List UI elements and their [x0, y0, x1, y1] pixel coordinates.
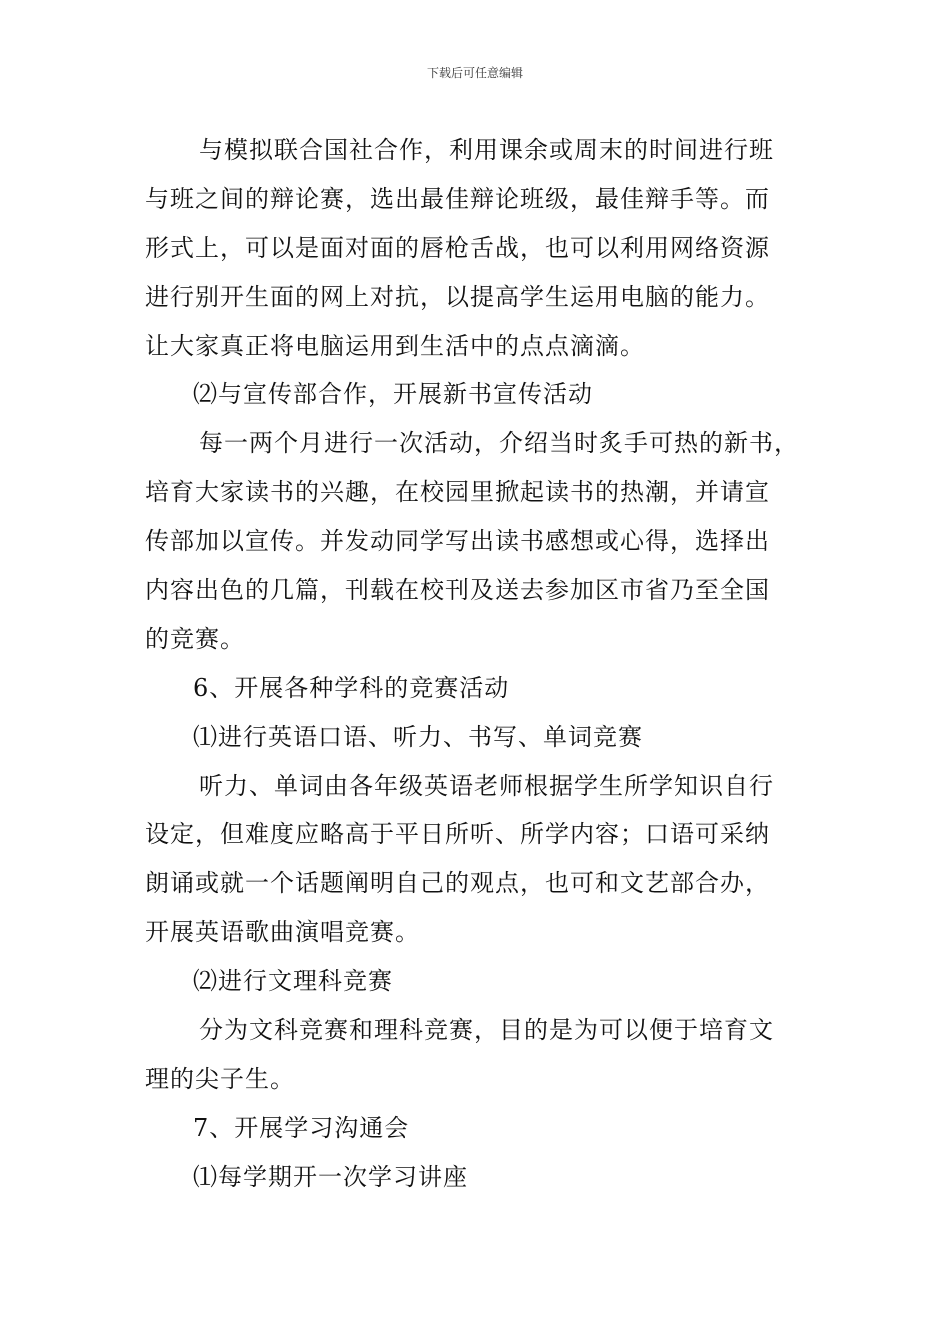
paragraph-line: 设定，但难度应略高于平日所听、所学内容；口语可采纳	[145, 820, 770, 849]
paragraph-line: 理的尖子生。	[145, 1064, 295, 1093]
subsection-heading: ⑴进行英语口语、听力、书写、单词竞赛	[193, 722, 643, 751]
section-heading: 7、开展学习沟通会	[193, 1113, 410, 1142]
page-header-note: 下载后可任意编辑	[426, 66, 523, 80]
paragraph-line: 进行别开生面的网上对抗，以提高学生运用电脑的能力。	[145, 282, 770, 311]
paragraph-line: 形式上，可以是面对面的唇枪舌战，也可以利用网络资源	[145, 233, 770, 262]
paragraph-line: 传部加以宣传。并发动同学写出读书感想或心得，选择出	[145, 527, 770, 556]
paragraph-line: 与模拟联合国社合作，利用课余或周末的时间进行班	[199, 136, 774, 164]
paragraph-line: 分为文科竞赛和理科竞赛，目的是为可以便于培育文	[199, 1016, 774, 1045]
paragraph-line: 每一两个月进行一次活动，介绍当时炙手可热的新书，	[199, 429, 799, 458]
subsection-heading: ⑴每学期开一次学习讲座	[193, 1162, 468, 1191]
paragraph-line: 让大家真正将电脑运用到生活中的点点滴滴。	[145, 331, 645, 360]
paragraph-line: 与班之间的辩论赛，选出最佳辩论班级，最佳辩手等。而	[145, 184, 770, 213]
document-body	[145, 126, 835, 1202]
subsection-heading: ⑵进行文理科竞赛	[193, 967, 393, 996]
paragraph-line: 的竞赛。	[145, 624, 245, 653]
paragraph-line: 朗诵或就一个话题阐明自己的观点，也可和文艺部合办，	[145, 869, 770, 898]
paragraph-line: 内容出色的几篇，刊载在校刊及送去参加区市省乃至全国	[145, 576, 770, 605]
paragraph-line: 培育大家读书的兴趣，在校园里掀起读书的热潮，并请宣	[145, 478, 770, 507]
section-heading: 6、开展各种学科的竞赛活动	[193, 673, 510, 702]
paragraph-line: 听力、单词由各年级英语老师根据学生所学知识自行	[199, 771, 774, 800]
subsection-heading: ⑵与宣传部合作，开展新书宣传活动	[193, 380, 593, 409]
paragraph-line: 开展英语歌曲演唱竞赛。	[145, 918, 420, 947]
